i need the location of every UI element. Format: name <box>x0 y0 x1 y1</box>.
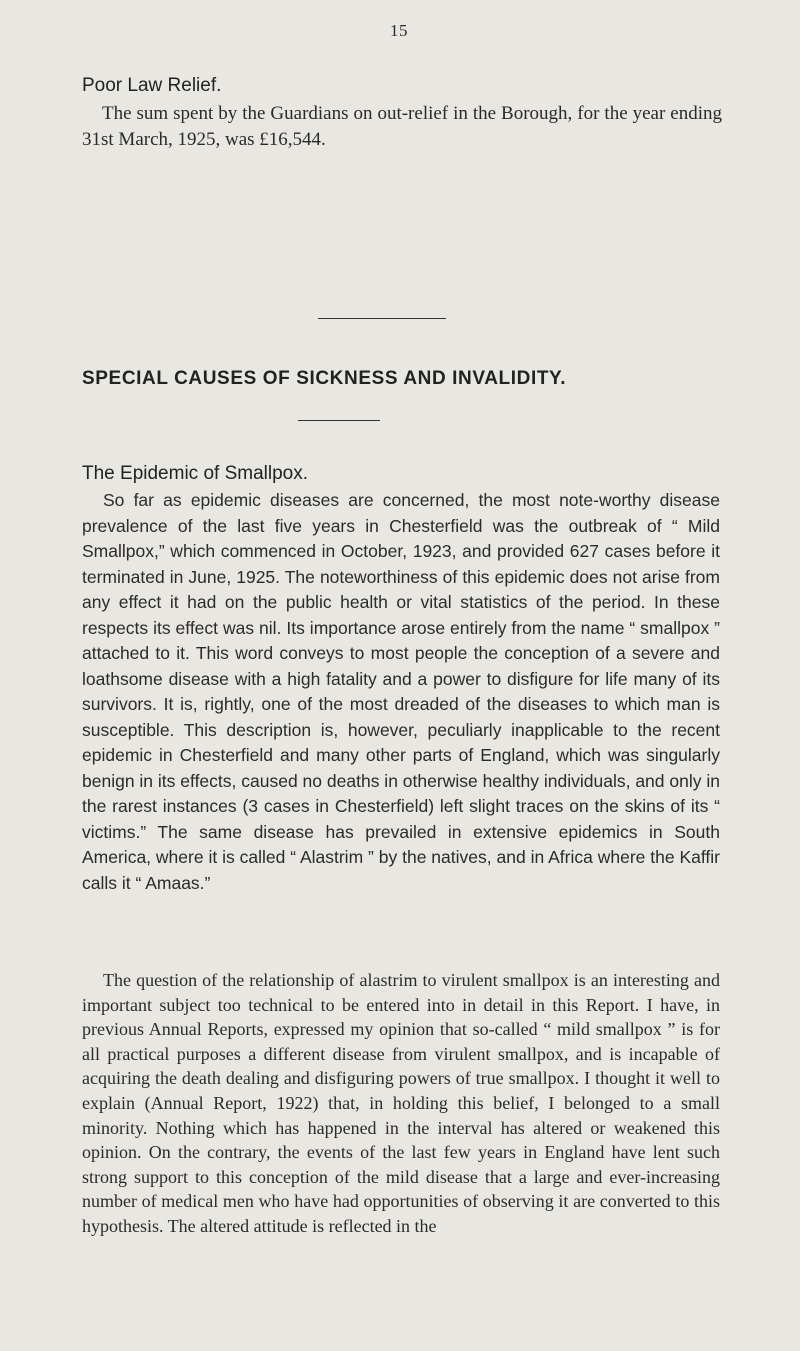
section-divider-top <box>318 318 446 319</box>
poor-law-heading: Poor Law Relief. <box>82 75 222 96</box>
epidemic-paragraph-1: So far as epidemic diseases are concerned, the most note-worthy disease prevalence of the last five years in Chesterfield was the outbreak of “ Mild Smallpox,” which commenced in October, 1923, and provided 627 cases before it terminated in June, 1925. The noteworthiness of this epidemic does not arise from any effect it had on the public health or vital statistics of the period. In these respects its effect was nil. Its importance arose entirely from the name “ smallpox ” attached to it. This word conveys to most people the conception of a severe and loathsome disease with a high fatality and a power to disfigure for life many of its survivors. It is, rightly, one of the most dreaded of the diseases to which man is susceptible. This description is, however, peculiarly inapplicable to the recent epidemic in Chesterfield and many other parts of England, which was singularly benign in its effects, caused no deaths in otherwise healthy individuals, and only in the rarest instances (3 cases in Chesterfield) left slight traces on the skins of its “ victims.” The same disease has prevailed in extensive epidemics in South America, where it is called “ Alastrim ” by the natives, and in Africa where the Kaffir calls it “ Amaas.” <box>82 490 720 893</box>
epidemic-heading: The Epidemic of Smallpox. <box>82 463 308 484</box>
epidemic-paragraph-2: The question of the relationship of alastrim to virulent smallpox is an interesting and important subject too technical to be entered into in detail in this Report. I have, in previous Annual Reports, expressed my opinion that so-called “ mild smallpox ” is for all practical purposes a different disease from virulent smallpox, and is incapable of acquiring the death dealing and disfiguring powers of true smallpox. I thought it well to explain (Annual Report, 1922) that, in holding this belief, I belonged to a small minority. Nothing which has happened in the interval has altered or weakened this opinion. On the contrary, the events of the last few years in England have lent such strong support to this conception of the mild disease that a large and ever-increasing number of medical men who have had opportunities of observing it are converted to this hypothesis. The altered attitude is reflected in the <box>82 970 720 1236</box>
section-heading: SPECIAL CAUSES OF SICKNESS AND INVALIDITY. <box>82 368 567 389</box>
poor-law-paragraph: The sum spent by the Guardians on out-relief in the Borough, for the year ending 31st March, 1925, was £16,544. <box>82 103 722 150</box>
section-divider-bottom <box>298 420 380 421</box>
page-number: 15 <box>390 21 408 40</box>
